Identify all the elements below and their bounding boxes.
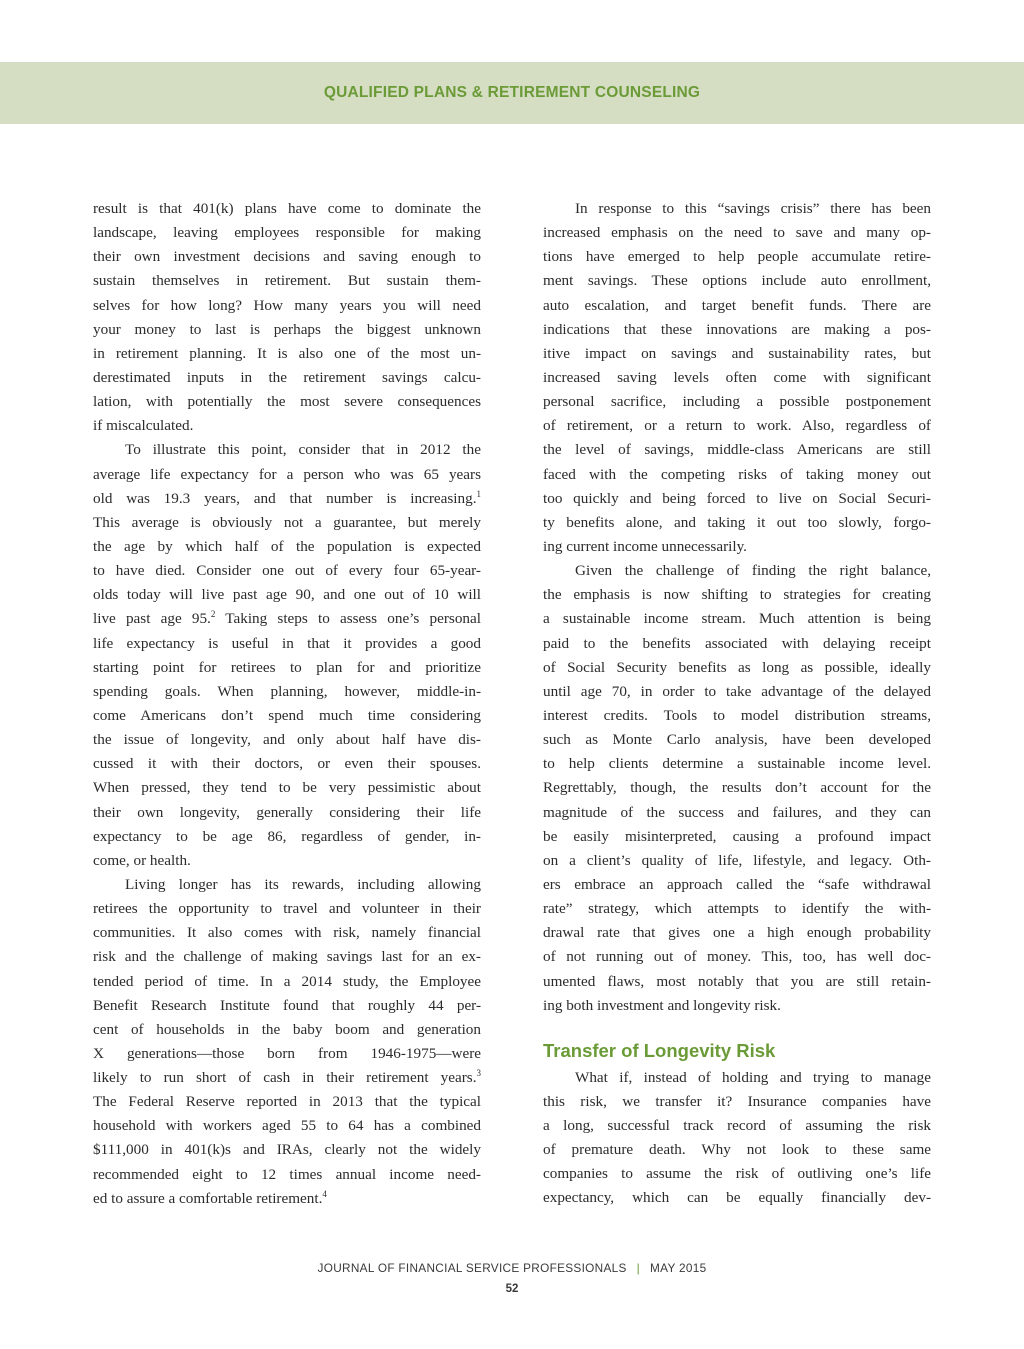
- text-line: their own investment decisions and saving enough to: [93, 248, 481, 266]
- text-line: Regrettably, though, the results don’t account for the: [543, 779, 931, 797]
- footnote-marker: 3: [476, 1068, 481, 1079]
- left-column: [93, 197, 481, 1211]
- text-line: come, or health.: [93, 851, 191, 869]
- text-line: too quickly and being forced to live on Social Securi-: [543, 489, 931, 507]
- text-line: until age 70, in order to take advantage of the delayed: [543, 682, 931, 700]
- text-line: a long, successful track record of assuming the risk: [543, 1117, 931, 1135]
- text-line: spending goals. When planning, however, middle-in-: [93, 682, 481, 700]
- text-line: to help clients determine a sustainable income level.: [543, 755, 931, 773]
- text-line: landscape, leaving employees responsible for making: [93, 224, 481, 242]
- text-line: in retirement planning. It is also one of the most un-: [93, 344, 481, 362]
- text-line: your money to last is perhaps the biggest unknown: [93, 320, 481, 338]
- text-line: of premature death. Why not look to these same: [543, 1141, 931, 1159]
- text-line: the age by which half of the population is expected: [93, 537, 481, 555]
- journal-name: JOURNAL OF FINANCIAL SERVICE PROFESSIONALS: [317, 1261, 627, 1275]
- text-line: indications that these innovations are making a pos-: [543, 320, 931, 338]
- text-line: ing current income unnecessarily.: [543, 537, 747, 555]
- text-line: olds today will live past age 90, and one out of 10 will: [93, 586, 481, 604]
- text-line: tended period of time. In a 2014 study, the Employee: [93, 972, 481, 990]
- text-line: umented flaws, most notably that you are still retain-: [543, 972, 931, 990]
- text-line: faced with the competing risks of taking money out: [543, 465, 931, 483]
- text-line: Benefit Research Institute found that roughly 44 per-: [93, 996, 481, 1014]
- paragraph: [543, 1066, 931, 1211]
- text-line: ers embrace an approach called the “safe withdrawal: [543, 875, 931, 893]
- text-line: risk and the challenge of making savings last for an ex-: [93, 948, 481, 966]
- text-line: derestimated inputs in the retirement savings calcu-: [93, 368, 481, 386]
- text-line: this risk, we transfer it? Insurance companies have: [543, 1092, 931, 1110]
- paragraph: [543, 197, 931, 559]
- text-line: of Social Security benefits as long as possible, ideally: [543, 658, 931, 676]
- text-line: such as Monte Carlo analysis, have been developed: [543, 731, 931, 749]
- text-line: paid to the benefits associated with delaying receipt: [543, 634, 931, 652]
- text-line: expectancy to be age 86, regardless of gender, in-: [93, 827, 481, 845]
- text-line: cussed it with their doctors, or even their spouses.: [93, 755, 481, 773]
- issue-date: MAY 2015: [650, 1261, 707, 1275]
- text-line: Living longer has its rewards, including allowing: [125, 875, 481, 893]
- text-line: recommended eight to 12 times annual income need-: [93, 1165, 481, 1183]
- text-line: expectancy, which can be equally financially dev-: [543, 1189, 931, 1207]
- text-line: The Federal Reserve reported in 2013 that the typical: [93, 1093, 481, 1111]
- text-line: average life expectancy for a person who was 65 years: [93, 465, 481, 483]
- footnote-marker: 1: [476, 488, 481, 499]
- text-line: starting point for retirees to plan for and prioritize: [93, 658, 481, 676]
- text-line: increased emphasis on the need to save and many op-: [543, 224, 931, 242]
- footer-separator: |: [636, 1261, 641, 1275]
- text-line: communities. It also comes with risk, namely financial: [93, 924, 481, 942]
- text-line: life expectancy is useful in that it provides a good: [93, 634, 481, 652]
- text-line: live past age 95.$^2$ Taking steps to assess one’s personal: [93, 609, 481, 628]
- text-line: of not running out of money. This, too, has well doc-: [543, 948, 931, 966]
- text-line: to have died. Consider one out of every four 65-year-: [93, 562, 481, 580]
- paragraph: [543, 559, 931, 1018]
- footnote-marker: 4: [322, 1188, 327, 1199]
- text-line: selves for how long? How many years you will need: [93, 296, 481, 314]
- text-line: the emphasis is now shifting to strategies for creating: [543, 586, 931, 604]
- footnote-marker: 2: [210, 609, 216, 620]
- text-line: a sustainable income stream. Much attention is being: [543, 610, 931, 628]
- text-line: What if, instead of holding and trying to manage: [575, 1068, 931, 1086]
- text-line: interest credits. Tools to model distribution streams,: [543, 706, 931, 724]
- text-line: come Americans don’t spend much time considering: [93, 706, 481, 724]
- text-line: This average is obviously not a guarantee, but merely: [93, 513, 481, 531]
- text-line: old was 19.3 years, and that number is increasing.$^1$: [93, 488, 481, 507]
- text-line: ty benefits alone, and taking it out too slowly, forgo-: [543, 513, 931, 531]
- text-line: on a client’s quality of life, lifestyle, and legacy. Oth-: [543, 851, 931, 869]
- text-line: result is that 401(k) plans have come to dominate the: [93, 200, 481, 217]
- text-line: rate” strategy, which attempts to identify the with-: [543, 900, 931, 918]
- paragraph: [93, 438, 481, 873]
- text-line: magnitude of the success and failures, and they can: [543, 803, 931, 821]
- text-line: of retirement, or a return to work. Also, regardless of: [543, 417, 931, 435]
- footer: [0, 1261, 1024, 1275]
- text-line: ed to assure a comfortable retirement.$^4$: [93, 1188, 327, 1207]
- text-line: lation, with potentially the most severe consequences: [93, 393, 481, 411]
- text-line: In response to this “savings crisis” there has been: [575, 200, 931, 217]
- text-line: To illustrate this point, consider that in 2012 the: [125, 441, 481, 459]
- page-number: 52: [505, 1283, 519, 1295]
- text-line: the level of savings, middle-class Americans are still: [543, 441, 931, 459]
- text-line: personal sacrifice, including a possible postponement: [543, 393, 931, 411]
- text-line: Given the challenge of finding the right balance,: [575, 562, 931, 580]
- right-column: [543, 197, 931, 1211]
- text-line: itive impact on savings and sustainability rates, but: [543, 344, 931, 362]
- text-line: increased saving levels often come with significant: [543, 368, 931, 386]
- text-line: X generations—those born from 1946-1975—were: [93, 1044, 481, 1062]
- text-line: retirees the opportunity to travel and volunteer in their: [93, 900, 481, 918]
- text-line: ing both investment and longevity risk.: [543, 996, 781, 1014]
- text-line: their own longevity, generally considering their life: [93, 803, 481, 821]
- text-line: auto escalation, and target benefit funds. There are: [543, 296, 931, 314]
- text-line: be easily misinterpreted, causing a profound impact: [543, 827, 931, 845]
- text-line: $111,000 in 401(k)s and IRAs, clearly not the widely: [93, 1141, 481, 1159]
- text-line: sustain themselves in retirement. But sustain them-: [93, 272, 481, 290]
- text-line: the issue of longevity, and only about half have dis-: [93, 731, 481, 749]
- text-line: likely to run short of cash in their retirement years.$^3$: [93, 1068, 481, 1087]
- text-line: ment savings. These options include auto enrollment,: [543, 272, 931, 290]
- text-line: When pressed, they tend to be very pessimistic about: [93, 779, 481, 797]
- paragraph: [93, 873, 481, 1211]
- paragraph: [93, 197, 481, 438]
- text-line: if miscalculated.: [93, 417, 194, 435]
- section-banner: [0, 62, 1024, 124]
- section-heading: Transfer of Longevity Risk: [543, 1039, 776, 1061]
- section-title: QUALIFIED PLANS & RETIREMENT COUNSELING: [323, 84, 701, 101]
- text-line: cent of households in the baby boom and generation: [93, 1020, 481, 1038]
- text-line: tions have emerged to help people accumulate retire-: [543, 248, 931, 266]
- text-line: household with workers aged 55 to 64 has a combined: [93, 1117, 481, 1135]
- text-line: companies to assume the risk of outliving one’s life: [543, 1165, 931, 1183]
- text-line: drawal rate that gives one a high enough probability: [543, 924, 931, 942]
